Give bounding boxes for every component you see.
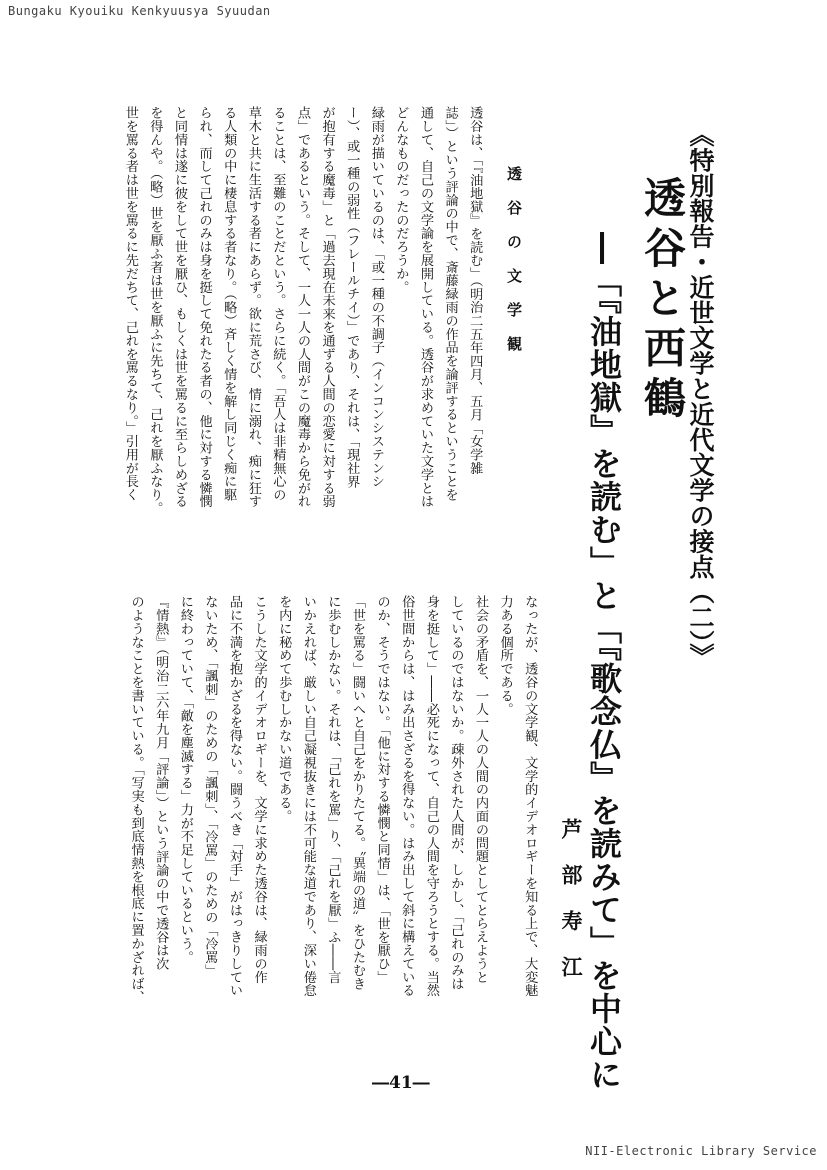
lower-column-9: に歩むしかない。それは、「己れを罵」り、「己れを厭」ふ――言: [325, 595, 341, 984]
lower-column-12: こうした文学的イデオロギーを、文学に求めた透谷は、緑雨の作: [251, 595, 267, 984]
series-label: 《特別報告・近世文学と近代文学の接点（二）》: [686, 122, 715, 669]
lower-column-11: を内に秘めて歩むしかない道である。: [276, 595, 292, 823]
author-name: 芦 部 寿 江: [559, 818, 583, 979]
upper-column-14: を得んや。（略）世を厭ふ者は世を厭ふに先ちて、己れを厭ふなり。: [147, 106, 163, 515]
library-footer: NII-Electronic Library Service: [585, 1144, 817, 1158]
upper-column-1: 透谷は、「『油地獄』を読む」（明治二五年四月、五月「女学雑: [467, 106, 483, 475]
upper-column-11: る人類の中に棲息する者なり。（略）斉しく情を解し同じく痴に駆: [221, 106, 237, 502]
upper-column-13: と同情は遂に彼をして世を厭ひ、もしくは世を罵るに至らしめざる: [172, 106, 187, 508]
page-number: ―41―: [372, 1073, 430, 1093]
upper-column-4: どんなものだったのだろうか。: [393, 106, 409, 294]
upper-column-6: ー）、或一種の弱性（フレールチイ）」であり、それは、「現社界: [344, 106, 360, 489]
lower-column-17: のようなことを書いている。「写実も到底情熱を根底に置かざれば、: [128, 595, 144, 1004]
article-subtitle: ―「『油地獄』を読む」と「『歌念仏』を読みて」を中心に: [585, 232, 623, 1091]
lower-column-14: ないため、「諷刺」のための「諷刺」、「冷罵」のための「冷罵」: [202, 595, 218, 978]
upper-column-5: 緑雨が描いているのは、「或一種の不調子（インコンシステンシ: [368, 106, 384, 488]
lower-column-7: のか、そうではない。「他に対する憐憫と同情」は、「世を厭ひ」: [374, 595, 390, 984]
source-header: Bungaku Kyouiku Kenkyuusya Syuudan: [8, 4, 271, 18]
lower-column-2: 力ある個所である。: [497, 595, 513, 716]
lower-column-5: 身を挺して」――必死になって、自己の人間を守ろうとする。当然: [423, 595, 439, 997]
article-title: 透谷と西鶴: [638, 176, 687, 426]
lower-column-15: に終わっていて、「敵を塵滅する」力が不足しているという。: [177, 595, 193, 964]
upper-column-9: ることは、至難のことだという。さらに続く。「吾人は非精無心の: [270, 106, 286, 502]
upper-column-15: 世を罵る者は世を罵るに先だちて、己れを罵るなり。」引用が長く: [122, 106, 138, 502]
lower-column-10: いかえれば、厳しい自己凝視抜きには不可能な道であり、深い倦怠: [300, 595, 316, 997]
lower-column-3: 社会の矛盾を、一人一人の人間の内面の問題としてとらえようと: [473, 595, 488, 984]
upper-column-3: 通して、自己の文学論を展開している。透谷が求めていた文学とは: [418, 106, 433, 508]
lower-column-1: なったが、透谷の文学観、文学的イデオロギーを知る上で、大変魅: [522, 595, 538, 997]
upper-column-8: 点」であるという。そして、一人一人の人間がこの魔毒から免がれ: [295, 106, 310, 508]
upper-column-7: が抱有する魔毒」と「過去現在未来を通ずる人間の恋愛に対する弱: [319, 106, 335, 508]
lower-column-13: 品に不満を抱かざるを得ない。闘うべき「対手」がはっきりしてい: [227, 595, 242, 997]
lower-column-4: しているのではないか。疎外された人間が、しかし、「己れのみは: [448, 595, 464, 991]
lower-column-16: 『情熱』（明治二六年九月「評論」）という評論の中で透谷は次: [153, 595, 169, 971]
section-heading: 透 谷 の 文 学 観: [505, 166, 523, 353]
upper-column-10: 草木と共に生活する者にあらず。欲に荒さび、情に溺れ、痴に狂す: [245, 106, 261, 508]
lower-column-6: 俗世間からは、はみ出さざるを得ない。はみ出して斜に構えている: [399, 595, 415, 997]
upper-column-2: 誌」）という評論の中で、斎藤緑雨の作品を論評するということを: [442, 106, 458, 502]
upper-column-12: られ、而して己れのみは身を挺して免れたる者の、他に対する憐憫: [196, 106, 212, 508]
lower-column-8: 「世を罵る」闘いへと自己をかりたてる。〝異端の道〟をひたむき: [350, 595, 365, 991]
